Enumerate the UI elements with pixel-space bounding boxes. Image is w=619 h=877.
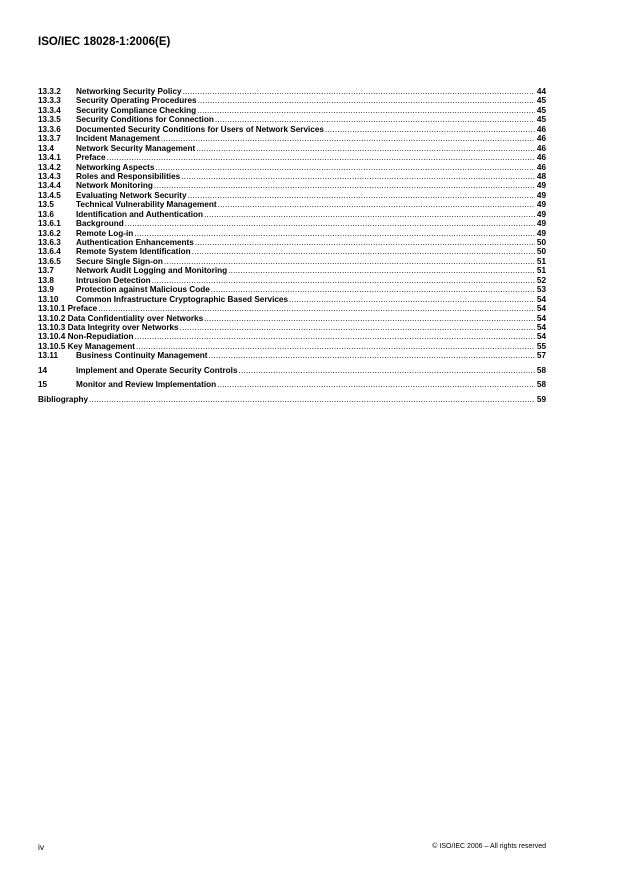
toc-entry-number: 13.6 xyxy=(38,209,54,219)
toc-leader-dots xyxy=(154,181,535,190)
toc-leader-dots xyxy=(135,332,535,341)
toc-entry-page: 46 xyxy=(536,124,546,134)
toc-leader-dots xyxy=(164,257,535,266)
toc-entry-number: 13.3.4 xyxy=(38,105,61,115)
toc-entry-page: 45 xyxy=(536,96,546,106)
toc-entry[interactable] xyxy=(38,351,546,360)
toc-leader-dots xyxy=(198,96,535,105)
toc-entry[interactable] xyxy=(38,314,546,323)
toc-entry-number: 13.4.5 xyxy=(38,190,61,200)
toc-entry[interactable] xyxy=(38,153,546,162)
toc-entry-title: Protection against Malicious Code xyxy=(76,285,210,295)
toc-entry-title: Network Security Management xyxy=(76,143,196,153)
toc-leader-dots xyxy=(195,238,535,247)
toc-entry-page: 44 xyxy=(536,87,546,96)
toc-entry-number: 14 xyxy=(38,365,48,375)
toc-entry-number: 13.6.3 xyxy=(38,238,61,247)
toc-entry[interactable] xyxy=(38,191,546,200)
toc-leader-dots xyxy=(239,366,535,375)
toc-entry-title: Common Infrastructure Cryptographic Based Services xyxy=(76,294,289,304)
toc-entry[interactable] xyxy=(38,257,546,266)
toc-entry[interactable] xyxy=(38,238,546,247)
toc-leader-dots xyxy=(183,87,535,96)
toc-entry-number: 13.4.2 xyxy=(38,162,61,172)
toc-entry-title: 13.10.4 Non-Repudiation xyxy=(38,332,134,342)
toc-entry-page: 49 xyxy=(536,219,546,229)
toc-entry-number: 13.3.2 xyxy=(38,87,61,96)
toc-entry-number: 13.3.5 xyxy=(38,115,61,125)
toc-leader-dots xyxy=(152,276,535,285)
toc-entry-page: 46 xyxy=(536,162,546,172)
toc-entry[interactable] xyxy=(38,266,546,275)
toc-entry-page: 49 xyxy=(536,181,546,191)
toc-entry-number: 13.6.4 xyxy=(38,247,61,257)
toc-entry[interactable] xyxy=(38,366,546,375)
copyright-notice: © ISO/IEC 2006 – All rights reserved xyxy=(432,843,546,850)
toc-leader-dots xyxy=(98,304,535,313)
toc-entry-number: 13.3.6 xyxy=(38,124,61,134)
toc-entry-page: 58 xyxy=(536,365,546,375)
toc-entry-title: Business Continuity Management xyxy=(76,351,208,361)
toc-entry[interactable] xyxy=(38,332,546,341)
toc-entry-number: 13.11 xyxy=(38,351,59,361)
toc-entry[interactable] xyxy=(38,285,546,294)
toc-entry-title: Remote Log-in xyxy=(76,228,134,238)
toc-leader-dots xyxy=(188,191,535,200)
toc-entry-title: Incident Management xyxy=(76,134,160,144)
toc-entry-page: 45 xyxy=(536,105,546,115)
toc-entry-title: Network Monitoring xyxy=(76,181,153,191)
toc-leader-dots xyxy=(204,314,535,323)
toc-entry-title: 13.10.3 Data Integrity over Networks xyxy=(38,322,179,332)
toc-entry-title: Bibliography xyxy=(38,394,89,404)
toc-entry-title: Background xyxy=(76,219,124,229)
table-of-contents xyxy=(38,87,546,404)
toc-entry-title: Technical Vulnerability Management xyxy=(76,200,217,210)
toc-entry-title: Roles and Responsibilities xyxy=(76,171,181,181)
toc-entry-title: Networking Security Policy xyxy=(76,87,182,96)
toc-entry[interactable] xyxy=(38,106,546,115)
toc-entry-number: 13.3.3 xyxy=(38,96,61,106)
toc-entry-page: 54 xyxy=(536,313,546,323)
toc-entry-page: 53 xyxy=(536,285,546,295)
toc-entry-page: 55 xyxy=(536,341,546,351)
toc-entry-number: 13.10 xyxy=(38,294,59,304)
toc-entry[interactable] xyxy=(38,125,546,134)
toc-entry-title: Intrusion Detection xyxy=(76,275,151,285)
toc-entry-page: 49 xyxy=(536,200,546,210)
toc-entry-title: Networking Aspects xyxy=(76,162,155,172)
toc-entry[interactable] xyxy=(38,200,546,209)
page-number: iv xyxy=(38,842,45,852)
toc-leader-dots xyxy=(107,153,535,162)
toc-entry[interactable] xyxy=(38,134,546,143)
toc-entry-number: 13.4.3 xyxy=(38,171,61,181)
toc-entry-number: 13.6.5 xyxy=(38,256,61,266)
toc-entry[interactable] xyxy=(38,295,546,304)
toc-entry-page: 51 xyxy=(536,256,546,266)
toc-entry[interactable] xyxy=(38,304,546,313)
toc-leader-dots xyxy=(217,380,535,389)
toc-entry-page: 58 xyxy=(536,380,546,390)
toc-entry-title: Authentication Enhancements xyxy=(76,238,194,247)
toc-entry-page: 49 xyxy=(536,209,546,219)
toc-entry[interactable] xyxy=(38,87,546,96)
toc-entry-title: Identification and Authentication xyxy=(76,209,204,219)
toc-leader-dots xyxy=(218,200,535,209)
toc-entry-page: 54 xyxy=(536,294,546,304)
toc-entry[interactable] xyxy=(38,395,546,404)
toc-entry-number: 15 xyxy=(38,380,48,390)
toc-entry-title: Implement and Operate Security Controls xyxy=(76,365,238,375)
toc-entry-page: 54 xyxy=(536,322,546,332)
toc-entry-page: 54 xyxy=(536,332,546,342)
toc-entry-number: 13.5 xyxy=(38,200,54,210)
toc-leader-dots xyxy=(134,229,535,238)
toc-entry-page: 48 xyxy=(536,171,546,181)
toc-leader-dots xyxy=(211,285,535,294)
toc-entry-number: 13.6.2 xyxy=(38,228,61,238)
toc-entry-number: 13.4.4 xyxy=(38,181,61,191)
toc-entry-number: 13.6.1 xyxy=(38,219,61,229)
toc-entry-page: 54 xyxy=(536,304,546,314)
toc-leader-dots xyxy=(155,163,535,172)
toc-entry[interactable] xyxy=(38,210,546,219)
toc-entry[interactable] xyxy=(38,342,546,351)
toc-entry-title: 13.10.1 Preface xyxy=(38,304,98,314)
toc-leader-dots xyxy=(161,134,535,143)
toc-leader-dots xyxy=(215,115,535,124)
toc-leader-dots xyxy=(180,323,535,332)
toc-entry[interactable] xyxy=(38,172,546,181)
toc-entry-title: Evaluating Network Security xyxy=(76,190,187,200)
toc-entry[interactable] xyxy=(38,380,546,389)
toc-entry-page: 57 xyxy=(536,351,546,361)
toc-entry[interactable] xyxy=(38,247,546,256)
toc-entry-title: Documented Security Conditions for Users of Network Services xyxy=(76,124,324,134)
toc-entry-title: Monitor and Review Implementation xyxy=(76,380,217,390)
toc-entry-page: 59 xyxy=(536,394,546,404)
toc-entry-title: 13.10.2 Data Confidentiality over Networks xyxy=(38,313,204,323)
toc-entry-number: 13.3.7 xyxy=(38,134,61,144)
toc-entry[interactable] xyxy=(38,163,546,172)
toc-leader-dots xyxy=(125,219,535,228)
toc-entry[interactable] xyxy=(38,96,546,105)
toc-entry-page: 46 xyxy=(536,134,546,144)
toc-entry-page: 49 xyxy=(536,228,546,238)
toc-entry-title: 13.10.5 Key Management xyxy=(38,341,135,351)
toc-entry[interactable] xyxy=(38,181,546,190)
toc-entry-title: Security Operating Procedures xyxy=(76,96,197,106)
toc-entry-title: Secure Single Sign-on xyxy=(76,256,163,266)
toc-entry-page: 46 xyxy=(536,143,546,153)
toc-entry-title: Preface xyxy=(76,153,106,163)
toc-entry-page: 52 xyxy=(536,275,546,285)
toc-entry-title: Network Audit Logging and Monitoring xyxy=(76,266,228,276)
toc-entry-number: 13.8 xyxy=(38,275,54,285)
toc-entry-page: 45 xyxy=(536,115,546,125)
toc-leader-dots xyxy=(192,247,535,256)
toc-leader-dots xyxy=(204,210,535,219)
toc-entry-number: 13.9 xyxy=(38,285,54,295)
toc-entry[interactable] xyxy=(38,144,546,153)
toc-entry-page: 50 xyxy=(536,238,546,247)
toc-entry-number: 13.7 xyxy=(38,266,54,276)
toc-entry-number: 13.4 xyxy=(38,143,54,153)
toc-entry-title: Remote System Identification xyxy=(76,247,191,257)
toc-entry-page: 51 xyxy=(536,266,546,276)
toc-entry-title: Security Compliance Checking xyxy=(76,105,197,115)
document-header: ISO/IEC 18028-1:2006(E) xyxy=(38,36,171,48)
toc-entry-page: 49 xyxy=(536,190,546,200)
toc-leader-dots xyxy=(181,172,535,181)
toc-entry-page: 50 xyxy=(536,247,546,257)
toc-entry-number: 13.4.1 xyxy=(38,153,61,163)
toc-leader-dots xyxy=(196,144,535,153)
toc-entry-page: 46 xyxy=(536,153,546,163)
toc-leader-dots xyxy=(89,395,535,404)
toc-leader-dots xyxy=(228,266,535,275)
toc-leader-dots xyxy=(197,106,535,115)
toc-entry[interactable] xyxy=(38,219,546,228)
toc-leader-dots xyxy=(325,125,535,134)
toc-leader-dots xyxy=(289,295,535,304)
toc-leader-dots xyxy=(136,342,535,351)
toc-entry-title: Security Conditions for Connection xyxy=(76,115,214,125)
toc-entry[interactable] xyxy=(38,323,546,332)
toc-entry[interactable] xyxy=(38,115,546,124)
toc-entry[interactable] xyxy=(38,276,546,285)
toc-leader-dots xyxy=(208,351,535,360)
toc-entry[interactable] xyxy=(38,229,546,238)
